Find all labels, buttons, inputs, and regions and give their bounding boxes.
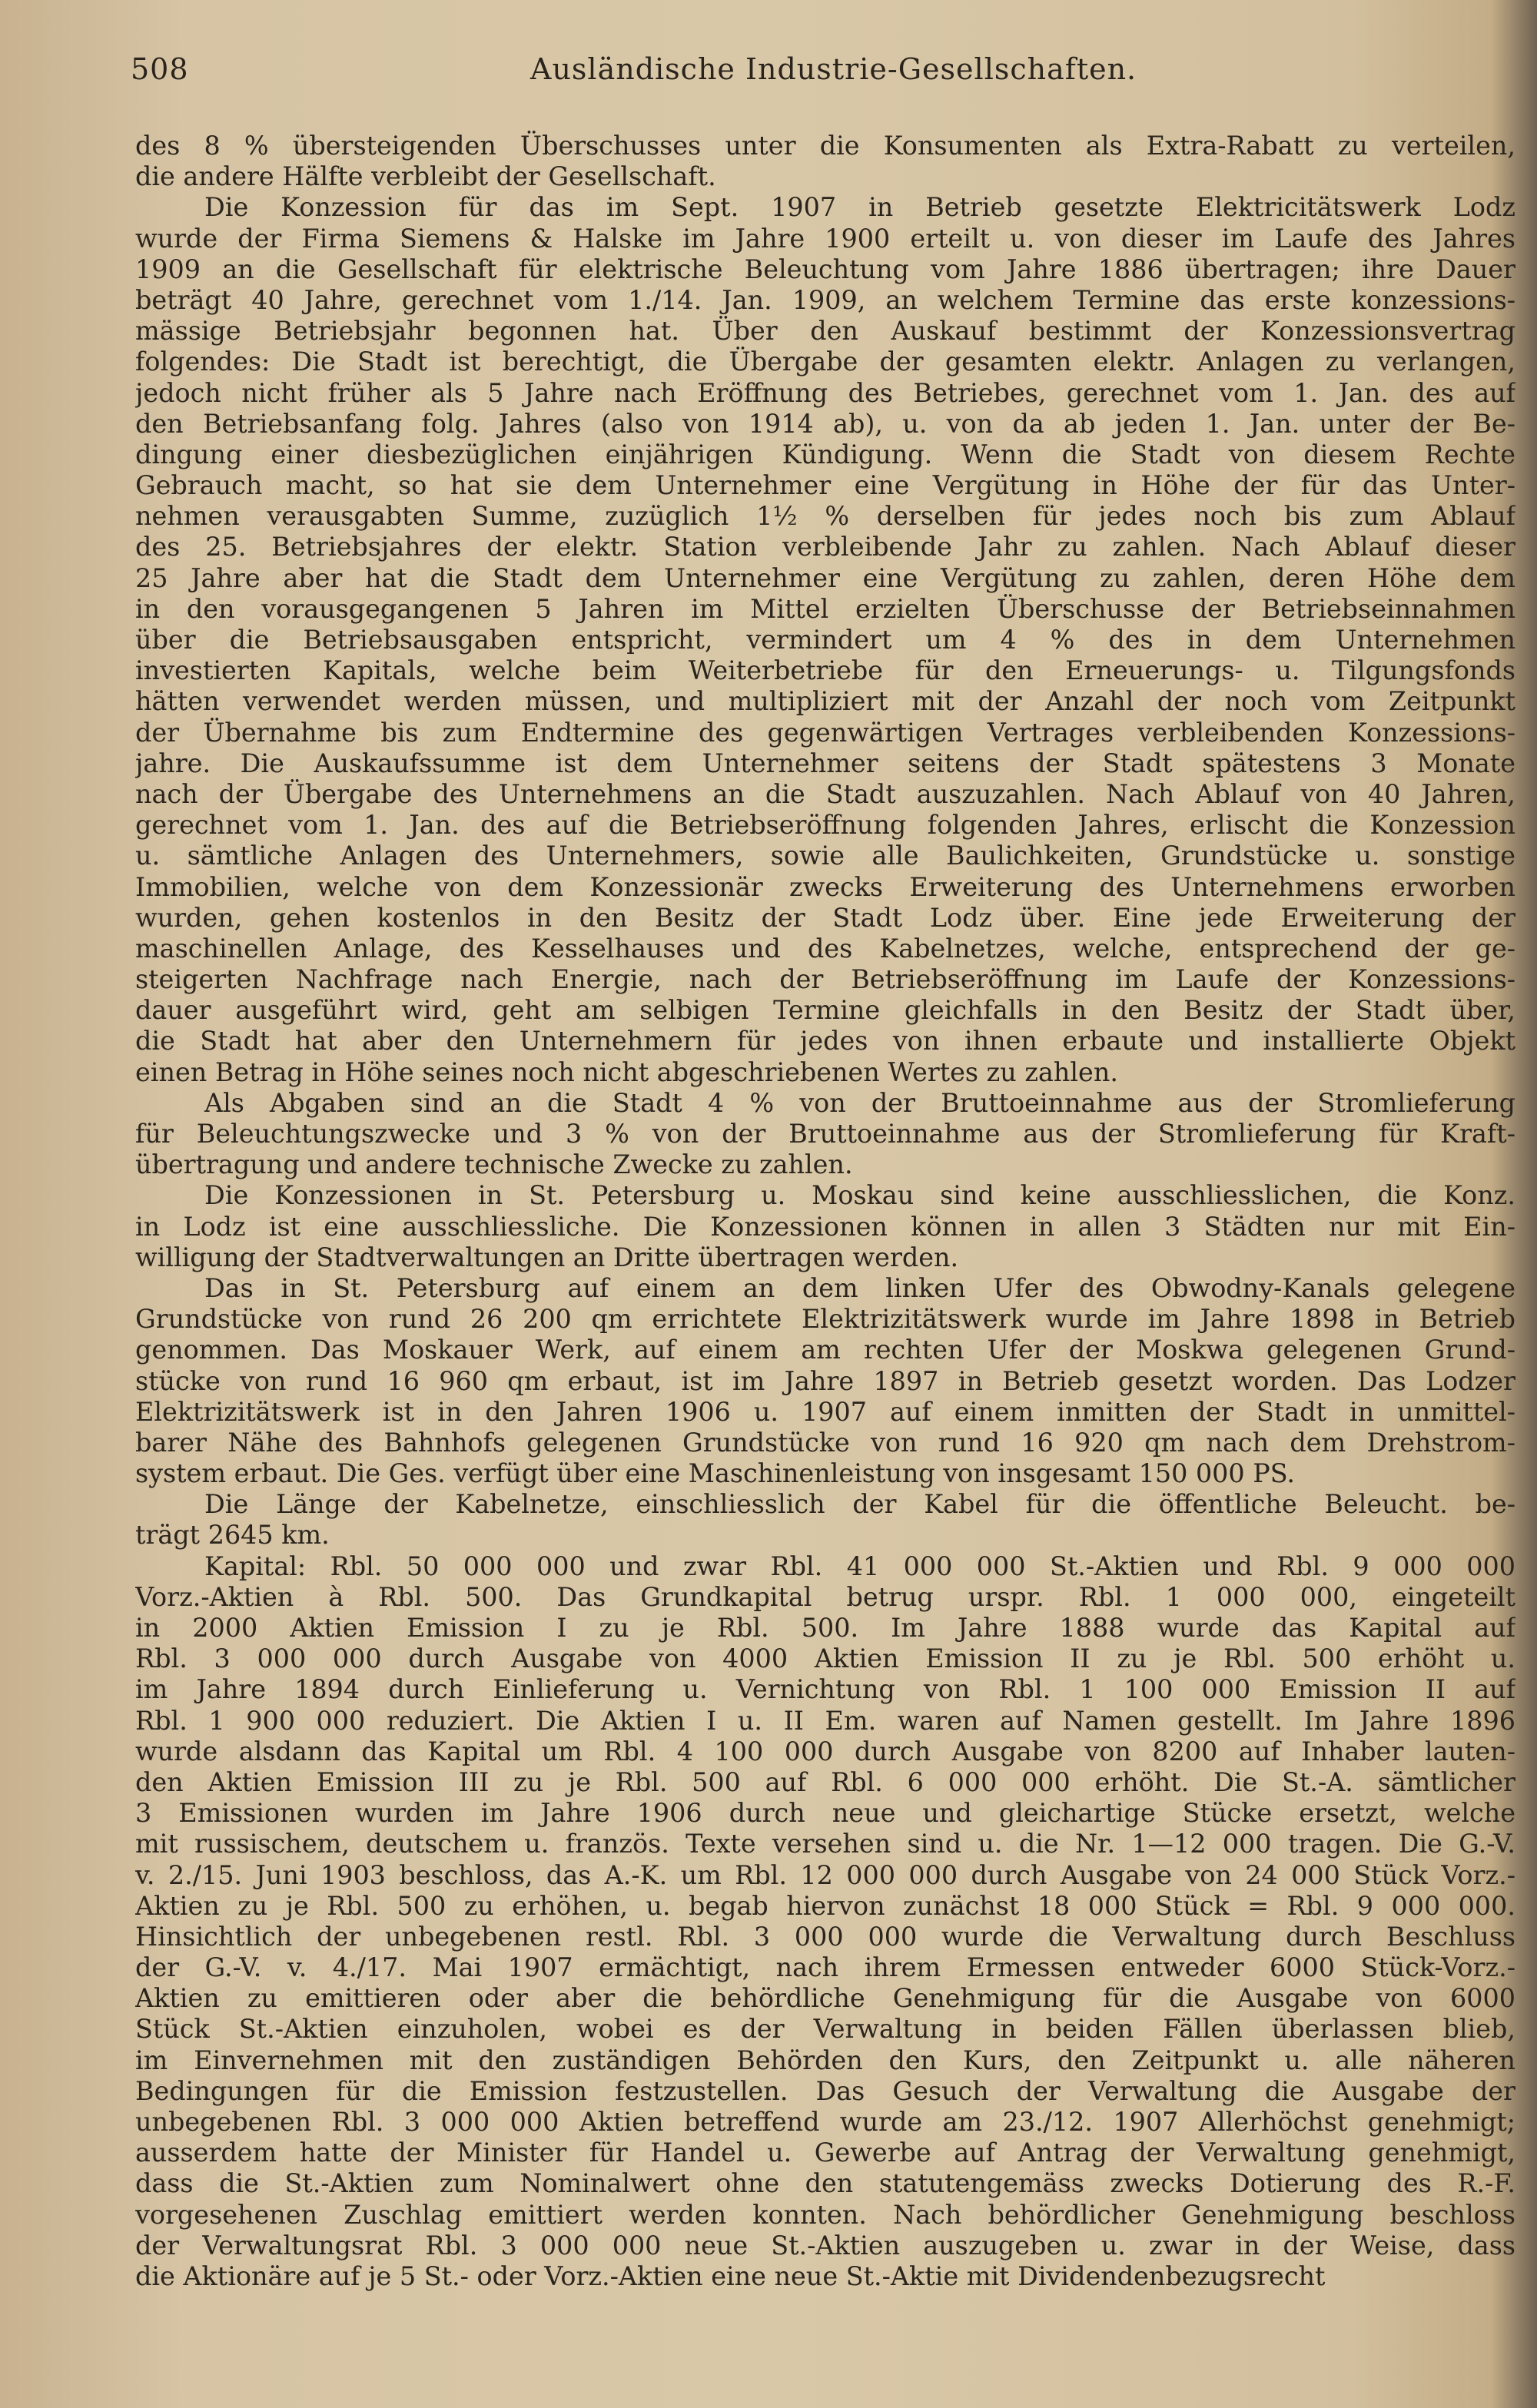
text-line: Als Abgaben sind an die Stadt 4 % von der Bruttoeinnahme aus der Stromlieferung <box>204 1087 1515 1118</box>
text-line: über die Betriebsausgaben entspricht, vermindert um 4 % des in dem Unternehmen <box>135 625 1515 655</box>
text-line: die andere Hälfte verbleibt der Gesellschaft. <box>135 161 716 192</box>
text-line: unbegebenen Rbl. 3 000 000 Aktien betreffend wurde am 23./12. 1907 Allerhöchst genehmigt; <box>135 2107 1515 2137</box>
text-line: Die Konzessionen in St. Petersburg u. Moskau sind keine ausschliesslichen, die Konz. <box>204 1180 1515 1211</box>
text-line: steigerten Nachfrage nach Energie, nach der Betriebseröffnung im Laufe der Konzessions- <box>135 964 1515 995</box>
text-line: ausserdem hatte der Minister für Handel u. Gewerbe auf Antrag der Verwaltung genehmigt, <box>135 2138 1515 2168</box>
text-line: im Jahre 1894 durch Einlieferung u. Vernichtung von Rbl. 1 100 000 Emission II auf <box>135 1674 1515 1705</box>
text-line: stücke von rund 16 960 qm erbaut, ist im Jahre 1897 in Betrieb gesetzt worden. Das Lodzer <box>135 1365 1515 1396</box>
text-line: trägt 2645 km. <box>135 1520 330 1551</box>
text-line: jahre. Die Auskaufssumme ist dem Unternehmer seitens der Stadt spätestens 3 Monate <box>135 748 1515 778</box>
text-line: des 8 % übersteigenden Überschusses unter die Konsumenten als Extra-Rabatt zu verteilen, <box>135 131 1515 161</box>
text-line: investierten Kapitals, welche beim Weiterbetriebe für den Erneuerungs- u. Tilgungsfonds <box>135 655 1515 686</box>
text-line: der Übernahme bis zum Endtermine des gegenwärtigen Vertrages verbleibenden Konzessions- <box>135 717 1515 748</box>
paragraph <box>135 1088 1515 1181</box>
text-line: Gebrauch macht, so hat sie dem Unternehmer eine Vergütung in Höhe der für das Unter- <box>135 470 1515 501</box>
text-line: beträgt 40 Jahre, gerechnet vom 1./14. Jan. 1909, an welchem Termine das erste konzessions- <box>135 284 1515 315</box>
text-line: nach der Übergabe des Unternehmens an die Stadt auszuzahlen. Nach Ablauf von 40 Jahren, <box>135 778 1515 809</box>
text-line: im Einvernehmen mit den zuständigen Behörden den Kurs, den Zeitpunkt u. alle näheren <box>135 2045 1515 2075</box>
text-line: folgendes: Die Stadt ist berechtigt, die Übergabe der gesamten elektr. Anlagen zu verlangen, <box>135 347 1515 377</box>
text-line: übertragung und andere technische Zwecke zu zahlen. <box>135 1149 853 1180</box>
text-line: wurden, gehen kostenlos in den Besitz der Stadt Lodz über. Eine jede Erweiterung der <box>135 902 1515 933</box>
text-line: gerechnet vom 1. Jan. des auf die Betriebseröffnung folgenden Jahres, erlischt die Konzession <box>135 810 1515 841</box>
text-line: genommen. Das Moskauer Werk, auf einem am rechten Ufer der Moskwa gelegenen Grund- <box>135 1335 1515 1365</box>
text-line: Die Länge der Kabelnetze, einschliesslich der Kabel für die öffentliche Beleucht. be- <box>204 1489 1515 1520</box>
text-line: vorgesehenen Zuschlag emittiert werden konnten. Nach behördlicher Genehmigung beschloss <box>135 2199 1515 2230</box>
text-line: Das in St. Petersburg auf einem an dem linken Ufer des Obwodny-Kanals gelegene <box>204 1272 1515 1303</box>
text-line: mässige Betriebsjahr begonnen hat. Über den Auskauf bestimmt der Konzessionsvertrag <box>135 316 1515 347</box>
paragraph <box>135 1489 1515 1551</box>
text-line: dass die St.-Aktien zum Nominalwert ohne den statutengemäss zwecks Dotierung des R.-F. <box>135 2168 1515 2199</box>
text-line: wurde alsdann das Kapital um Rbl. 4 100 000 durch Ausgabe von 8200 auf Inhaber lauten- <box>135 1736 1515 1766</box>
text-line: 3 Emissionen wurden im Jahre 1906 durch neue und gleichartige Stücke ersetzt, welche <box>135 1798 1515 1829</box>
text-line: Die Konzession für das im Sept. 1907 in Betrieb gesetzte Elektricitätswerk Lodz <box>204 192 1515 223</box>
paragraph <box>135 131 1515 192</box>
text-line: jedoch nicht früher als 5 Jahre nach Eröffnung des Betriebes, gerechnet vom 1. Jan. des auf <box>135 377 1515 408</box>
text-line: willigung der Stadtverwaltungen an Dritte übertragen werden. <box>135 1242 959 1272</box>
paragraph <box>135 192 1515 1087</box>
text-line: Elektrizitätswerk ist in den Jahren 1906 u. 1907 auf einem inmitten der Stadt in unmittel- <box>135 1396 1515 1427</box>
text-line: Stück St.-Aktien einzuholen, wobei es der Verwaltung in beiden Fällen überlassen blieb, <box>135 2014 1515 2045</box>
text-line: dingung einer diesbezüglichen einjährigen Kündigung. Wenn die Stadt von diesem Rechte <box>135 439 1515 469</box>
text-line: Vorz.-Aktien à Rbl. 500. Das Grundkapital betrug urspr. Rbl. 1 000 000, eingeteilt <box>135 1581 1515 1612</box>
text-line: Rbl. 3 000 000 durch Ausgabe von 4000 Aktien Emission II zu je Rbl. 500 erhöht u. <box>135 1643 1515 1674</box>
text-line: system erbaut. Die Ges. verfügt über eine Maschinenleistung von insgesamt 150 000 PS. <box>135 1458 1296 1489</box>
text-line: den Aktien Emission III zu je Rbl. 500 auf Rbl. 6 000 000 erhöht. Die St.-A. sämtlicher <box>135 1766 1515 1797</box>
running-title: Ausländische Industrie-Gesellschaften. <box>530 52 1137 86</box>
text-line: die Stadt hat aber den Unternehmern für jedes von ihnen erbaute und installierte Objekt <box>135 1026 1515 1056</box>
text-line: der G.-V. v. 4./17. Mai 1907 ermächtigt, nach ihrem Ermessen entweder 6000 Stück-Vorz.- <box>135 1952 1515 1983</box>
text-line: nehmen verausgabten Summe, zuzüglich 1½ % derselben für jedes noch bis zum Ablauf <box>135 501 1515 532</box>
text-line: in Lodz ist eine ausschliessliche. Die Konzessionen können in allen 3 Städten nur mit Ein- <box>135 1211 1515 1242</box>
text-line: einen Betrag in Höhe seines noch nicht abgeschriebenen Wertes zu zahlen. <box>135 1056 1118 1087</box>
text-line: für Beleuchtungszwecke und 3 % von der Bruttoeinnahme aus der Stromlieferung für Kraft- <box>135 1119 1515 1149</box>
text-line: Rbl. 1 900 000 reduziert. Die Aktien I u. II Em. waren auf Namen gestellt. Im Jahre 1896 <box>135 1705 1515 1736</box>
text-line: in 2000 Aktien Emission I zu je Rbl. 500. Im Jahre 1888 wurde das Kapital auf <box>135 1613 1515 1643</box>
paragraph <box>135 1551 1515 2293</box>
text-line: u. sämtliche Anlagen des Unternehmers, sowie alle Baulichkeiten, Grundstücke u. sonstige <box>135 841 1515 871</box>
page-header <box>131 52 1514 98</box>
text-line: die Aktionäre auf je 5 St.- oder Vorz.-Aktien eine neue St.-Aktie mit Dividendenbezugsrecht <box>135 2260 1326 2291</box>
text-line: Aktien zu emittieren oder aber die behördliche Genehmigung für die Ausgabe von 6000 <box>135 1983 1515 2014</box>
text-line: in den vorausgegangenen 5 Jahren im Mittel erzielten Überschusse der Betriebseinnahmen <box>135 593 1515 624</box>
text-line: den Betriebsanfang folg. Jahres (also von 1914 ab), u. von da ab jeden 1. Jan. unter der Be- <box>135 408 1515 439</box>
text-line: der Verwaltungsrat Rbl. 3 000 000 neue St.-Aktien auszugeben u. zwar in der Weise, dass <box>135 2230 1515 2260</box>
text-line: hätten verwendet werden müssen, und multipliziert mit der Anzahl der noch vom Zeitpunkt <box>135 686 1515 717</box>
text-line: des 25. Betriebsjahres der elektr. Station verbleibende Jahr zu zahlen. Nach Ablauf dieser <box>135 532 1515 562</box>
text-line: 1909 an die Gesellschaft für elektrische Beleuchtung vom Jahre 1886 übertragen; ihre Dauer <box>135 254 1515 284</box>
text-line: Hinsichtlich der unbegebenen restl. Rbl. 3 000 000 wurde die Verwaltung durch Beschluss <box>135 1921 1515 1952</box>
text-line: dauer ausgeführt wird, geht am selbigen Termine gleichfalls in den Besitz der Stadt über, <box>135 995 1515 1026</box>
text-line: v. 2./15. Juni 1903 beschloss, das A.-K. um Rbl. 12 000 000 durch Ausgabe von 24 000 Stück Vorz.- <box>135 1859 1515 1890</box>
text-line: Bedingungen für die Emission festzustellen. Das Gesuch der Verwaltung die Ausgabe der <box>135 2075 1515 2106</box>
page-number: 508 <box>131 52 189 86</box>
text-line: wurde der Firma Siemens & Halske im Jahre 1900 erteilt u. von dieser im Laufe des Jahres <box>135 223 1515 254</box>
paragraph <box>135 1180 1515 1273</box>
text-line: barer Nähe des Bahnhofs gelegenen Grundstücke von rund 16 920 qm nach dem Drehstrom- <box>135 1427 1515 1458</box>
text-line: mit russischem, deutschem u. französ. Texte versehen sind u. die Nr. 1—12 000 tragen. Die G.-V. <box>135 1829 1515 1859</box>
text-line: Aktien zu je Rbl. 500 zu erhöhen, u. begab hiervon zunächst 18 000 Stück = Rbl. 9 000 000. <box>135 1890 1515 1921</box>
text-line: maschinellen Anlage, des Kesselhauses und des Kabelnetzes, welche, entsprechend der ge- <box>135 933 1515 964</box>
text-line: Immobilien, welche von dem Konzessionär zwecks Erweiterung des Unternehmens erworben <box>135 871 1515 902</box>
text-line: Kapital: Rbl. 50 000 000 und zwar Rbl. 41 000 000 St.-Aktien und Rbl. 9 000 000 <box>204 1551 1515 1581</box>
text-line: Grundstücke von rund 26 200 qm errichtete Elektrizitätswerk wurde im Jahre 1898 in Betrieb <box>135 1304 1515 1335</box>
text-line: 25 Jahre aber hat die Stadt dem Unternehmer eine Vergütung zu zahlen, deren Höhe dem <box>135 562 1515 593</box>
paragraph <box>135 1273 1515 1489</box>
body-text <box>135 131 1515 2292</box>
